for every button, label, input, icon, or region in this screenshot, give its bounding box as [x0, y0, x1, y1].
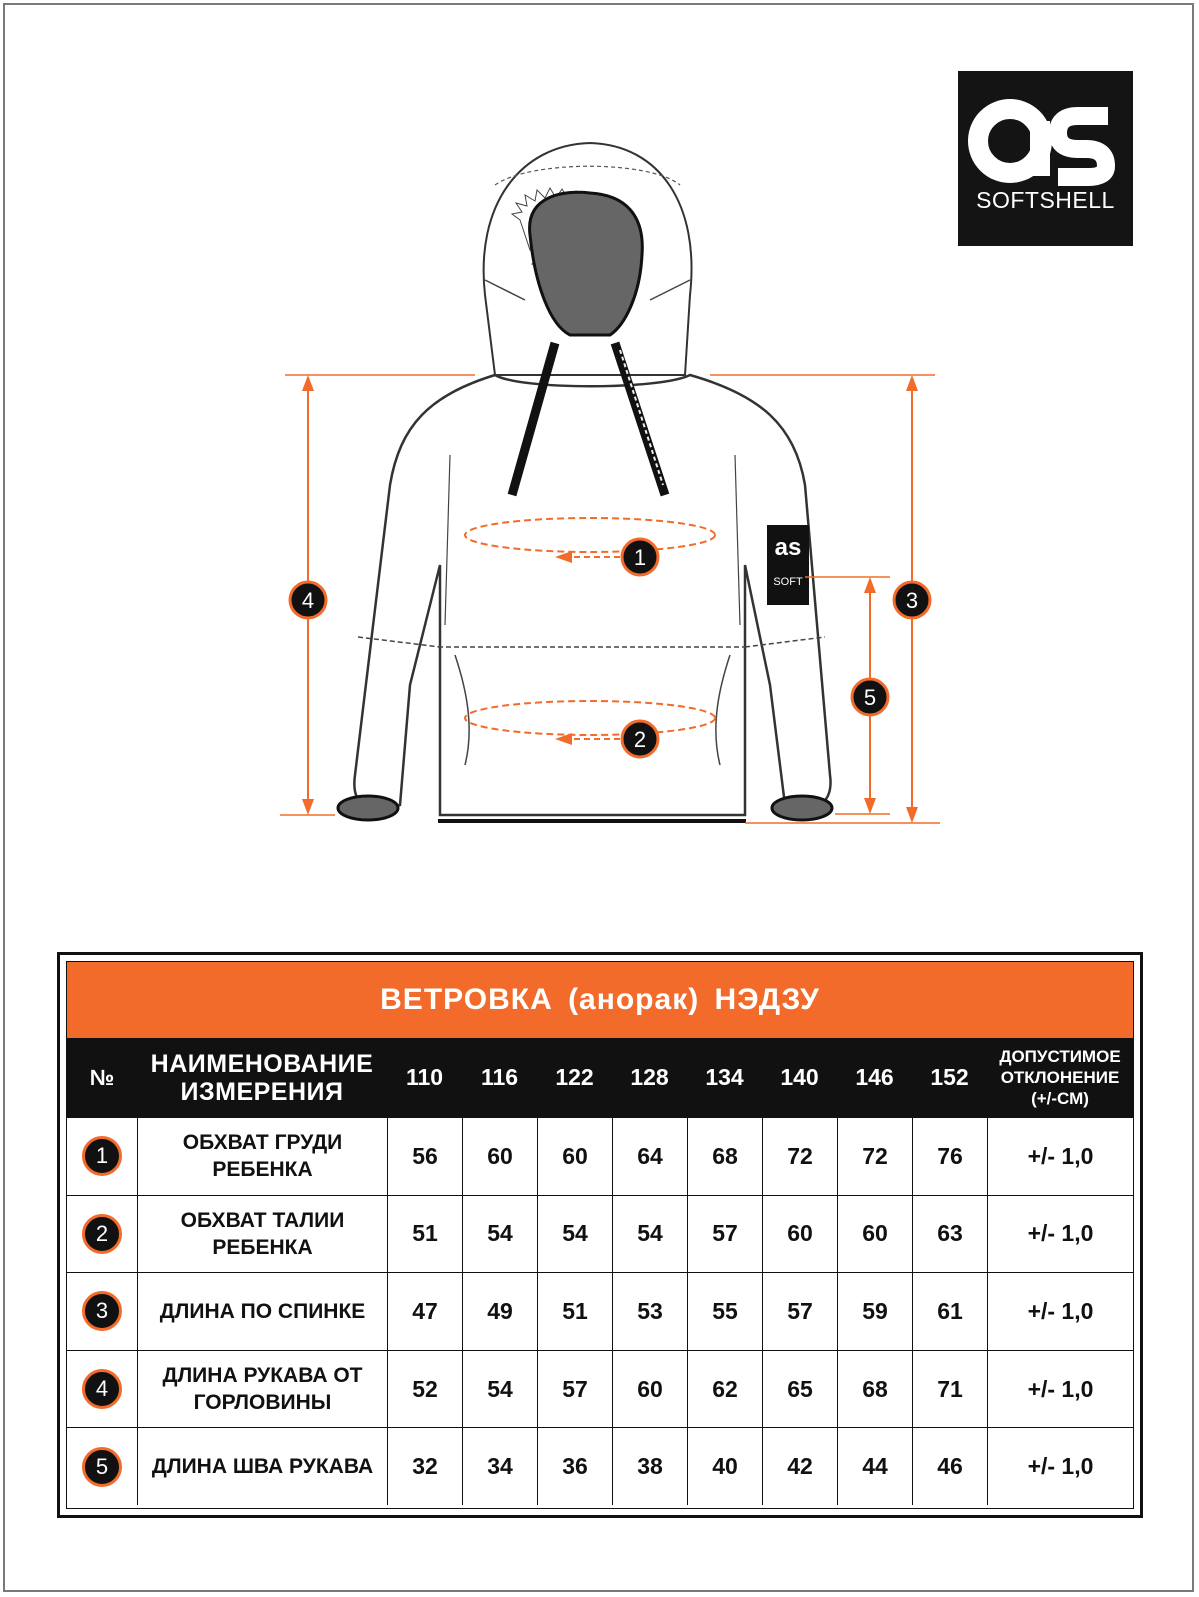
table-row: [67, 1195, 1133, 1273]
svg-text:5: 5: [863, 685, 877, 710]
row-number-badge: 3: [82, 1291, 122, 1331]
size-value: 54: [537, 1196, 612, 1273]
header-size: 140: [780, 1064, 819, 1090]
row-number-badge: 5: [82, 1447, 122, 1487]
jacket-diagram: [280, 125, 980, 845]
row-number-badge: 2: [82, 1214, 122, 1254]
table-row: [67, 1117, 1133, 1195]
marker-4: [290, 582, 326, 618]
measurement-name: ДЛИНА РУКАВА ОТ ГОРЛОВИНЫ: [137, 1351, 387, 1428]
brand-name: SOFTSHELL: [976, 187, 1115, 213]
size-value: 76: [912, 1118, 987, 1195]
sleeve-patch-mark: as: [774, 534, 802, 561]
marker-2: [622, 721, 658, 757]
size-value: 60: [537, 1118, 612, 1195]
size-value: 46: [912, 1428, 987, 1505]
row-number: [67, 1118, 137, 1195]
row-number: [67, 1351, 137, 1428]
table-header: [67, 1038, 1133, 1117]
measurement-name: ОБХВАТ ТАЛИИ РЕБЕНКА: [137, 1196, 387, 1273]
table-row: [67, 1272, 1133, 1350]
size-value: 57: [537, 1351, 612, 1428]
row-number: [67, 1196, 137, 1273]
tolerance-value: +/- 1,0: [987, 1428, 1133, 1505]
svg-text:3: 3: [905, 588, 919, 613]
size-value: 59: [837, 1273, 912, 1350]
tolerance-value: +/- 1,0: [987, 1118, 1133, 1195]
size-value: 36: [537, 1428, 612, 1505]
size-table: [57, 952, 1143, 1518]
svg-text:4: 4: [301, 588, 315, 613]
size-value: 65: [762, 1351, 837, 1428]
size-value: 57: [762, 1273, 837, 1350]
row-number: [67, 1273, 137, 1350]
size-value: 72: [762, 1118, 837, 1195]
tolerance-value: +/- 1,0: [987, 1351, 1133, 1428]
svg-text:2: 2: [633, 727, 647, 752]
size-value: 54: [462, 1196, 537, 1273]
size-value: 49: [462, 1273, 537, 1350]
header-size: 110: [405, 1064, 444, 1090]
row-number-badge: 4: [82, 1369, 122, 1409]
size-value: 38: [612, 1428, 687, 1505]
size-value: 61: [912, 1273, 987, 1350]
header-size: 152: [930, 1064, 969, 1090]
size-value: 72: [837, 1118, 912, 1195]
tolerance-value: +/- 1,0: [987, 1273, 1133, 1350]
marker-5: [852, 679, 888, 715]
size-value: 68: [837, 1351, 912, 1428]
right-cuff: [772, 796, 832, 820]
marker-1: [622, 539, 658, 575]
measurement-name: ДЛИНА ПО СПИНКЕ: [137, 1273, 387, 1350]
size-value: 51: [537, 1273, 612, 1350]
size-value: 54: [612, 1196, 687, 1273]
header-tolerance: ДОПУСТИМОЕ ОТКЛОНЕНИЕ (+/-СМ): [999, 1047, 1121, 1108]
measurement-name: ОБХВАТ ГРУДИ РЕБЕНКА: [137, 1118, 387, 1195]
size-value: 42: [762, 1428, 837, 1505]
brand-mark-icon: [958, 71, 1133, 246]
brand-logo: [958, 71, 1133, 246]
size-value: 56: [387, 1118, 462, 1195]
size-value: 60: [837, 1196, 912, 1273]
table-row: [67, 1427, 1133, 1505]
size-value: 52: [387, 1351, 462, 1428]
table-row: [67, 1350, 1133, 1428]
size-value: 55: [687, 1273, 762, 1350]
size-value: 60: [762, 1196, 837, 1273]
marker-3: [894, 582, 930, 618]
size-value: 68: [687, 1118, 762, 1195]
measurement-name: ДЛИНА ШВА РУКАВА: [137, 1428, 387, 1505]
size-value: 54: [462, 1351, 537, 1428]
header-size: 122: [555, 1064, 594, 1090]
header-name: НАИМЕНОВАНИЕ ИЗМЕРЕНИЯ: [150, 1049, 374, 1106]
table-title: ВЕТРОВКА (анорак) НЭДЗУ: [67, 962, 1133, 1038]
size-value: 32: [387, 1428, 462, 1505]
header-size: 128: [630, 1064, 669, 1090]
left-cuff: [338, 796, 398, 820]
size-value: 53: [612, 1273, 687, 1350]
sleeve-patch-text: SOFT: [773, 576, 803, 588]
size-value: 47: [387, 1273, 462, 1350]
size-value: 63: [912, 1196, 987, 1273]
size-value: 60: [612, 1351, 687, 1428]
size-value: 34: [462, 1428, 537, 1505]
size-value: 40: [687, 1428, 762, 1505]
size-value: 62: [687, 1351, 762, 1428]
size-value: 71: [912, 1351, 987, 1428]
header-num: №: [89, 1064, 115, 1090]
size-value: 64: [612, 1118, 687, 1195]
row-number: [67, 1428, 137, 1505]
header-size: 116: [480, 1064, 519, 1090]
header-size: 134: [705, 1064, 744, 1090]
jacket-body: [354, 375, 830, 815]
svg-text:1: 1: [633, 545, 647, 570]
size-table-inner: [66, 961, 1134, 1509]
tolerance-value: +/- 1,0: [987, 1196, 1133, 1273]
size-value: 51: [387, 1196, 462, 1273]
size-value: 57: [687, 1196, 762, 1273]
header-size: 146: [855, 1064, 894, 1090]
size-value: 60: [462, 1118, 537, 1195]
row-number-badge: 1: [82, 1136, 122, 1176]
size-value: 44: [837, 1428, 912, 1505]
